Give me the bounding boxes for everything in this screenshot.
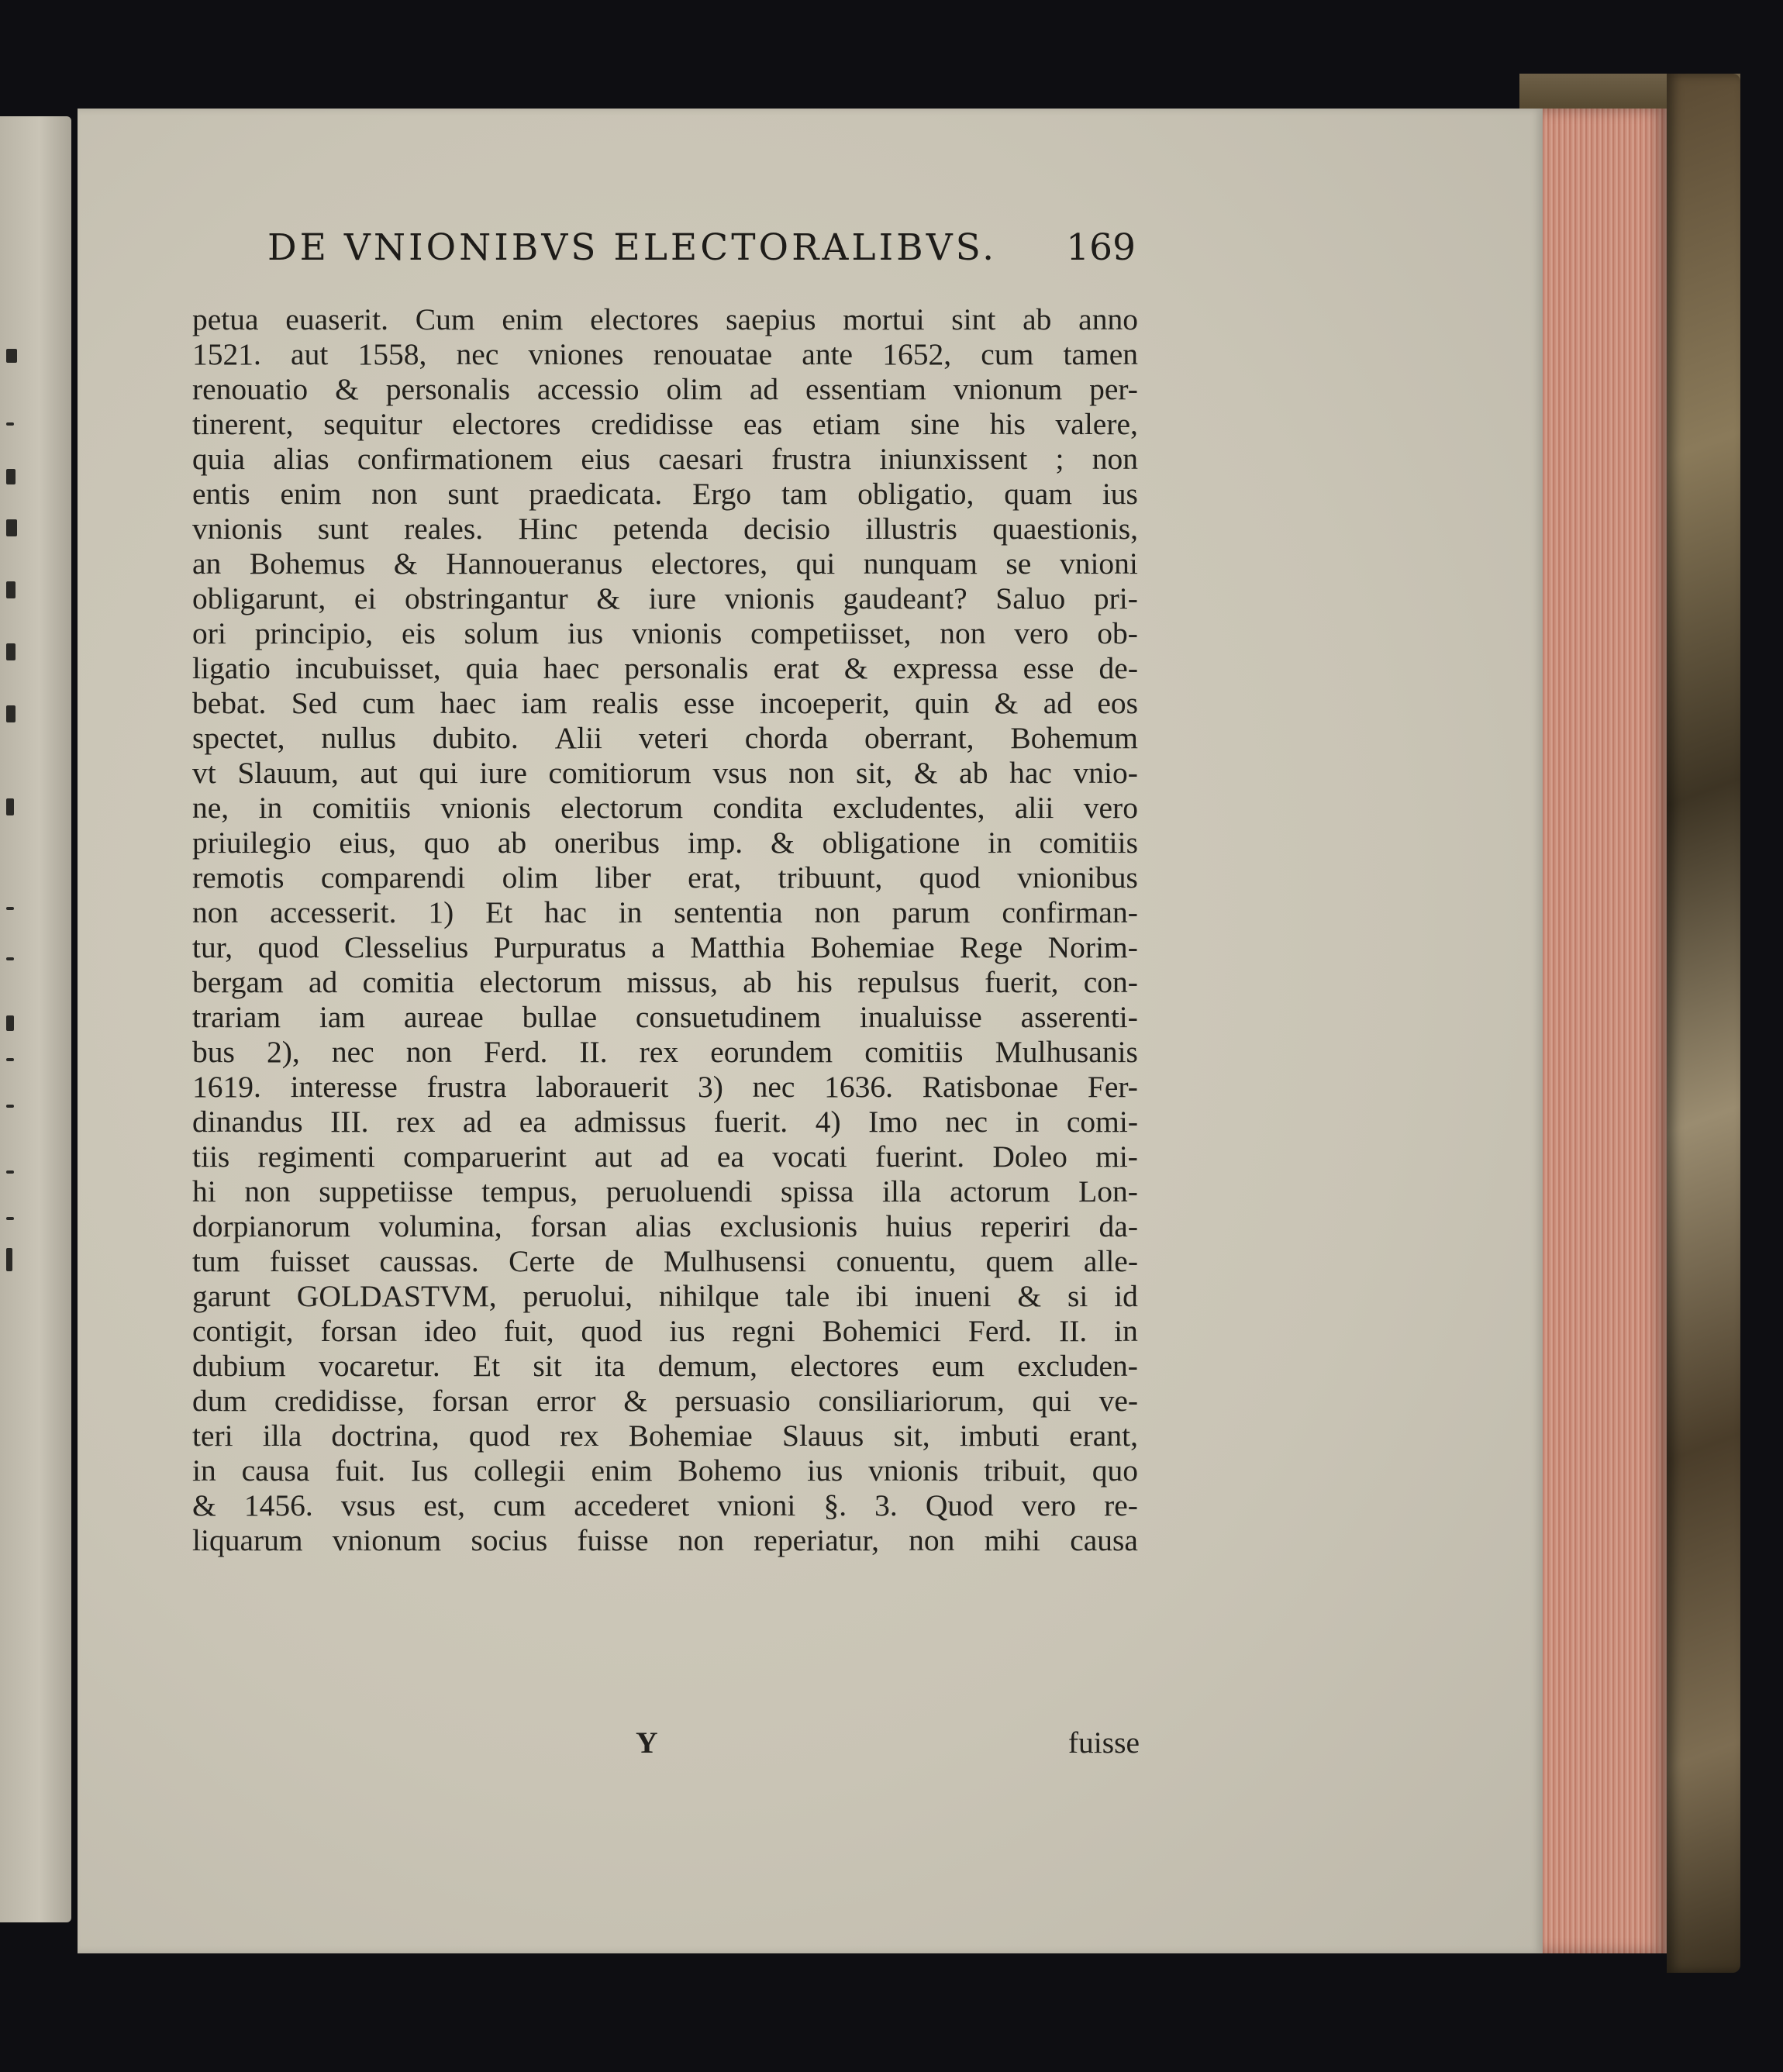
left-page-mark (6, 643, 16, 660)
text-line: an Bohemus & Hannoueranus electores, qui nunquam se vnioni (192, 546, 1138, 581)
page-header (267, 226, 1136, 269)
text-line: contigit, forsan ideo fuit, quod ius regni Bohemici Ferd. II. in (192, 1314, 1138, 1348)
left-page-mark (6, 1058, 14, 1061)
text-line: tinerent, sequitur electores credidisse eas etiam sine his valere, (192, 407, 1138, 441)
page-edges (1539, 109, 1667, 1953)
left-page-mark (6, 1248, 12, 1271)
text-line: spectet, nullus dubito. Alii veteri chorda oberrant, Bohemum (192, 721, 1138, 755)
text-line: tum fuisset caussas. Certe de Mulhusensi conuentu, quem alle- (192, 1244, 1138, 1278)
text-line: trariam iam aureae bullae consuetudinem inualuisse asserenti- (192, 1000, 1138, 1034)
text-line: priuilegio eius, quo ab oneribus imp. & obligatione in comitiis (192, 826, 1138, 860)
text-line: bebat. Sed cum haec iam realis esse incoeperit, quin & ad eos (192, 686, 1138, 720)
text-line: renouatio & personalis accessio olim ad essentiam vnionum per- (192, 372, 1138, 406)
text-line: 1521. aut 1558, nec vniones renouatae ante 1652, cum tamen (192, 337, 1138, 371)
text-line: remotis comparendi olim liber erat, tribuunt, quod vnionibus (192, 860, 1138, 895)
left-page-mark (6, 1105, 14, 1108)
left-page-mark (6, 1170, 14, 1174)
text-line: & 1456. vsus est, cum accederet vnioni §. 3. Quod vero re- (192, 1488, 1138, 1522)
text-line: petua euaserit. Cum enim electores saepius mortui sint ab anno (192, 302, 1138, 336)
text-line: quia alias confirmationem eius caesari frustra iniunxissent ; non (192, 442, 1138, 476)
text-line: teri illa doctrina, quod rex Bohemiae Slauus sit, imbuti erant, (192, 1419, 1138, 1453)
text-line: bergam ad comitia electorum missus, ab his repulsus fuerit, con- (192, 965, 1138, 999)
page-number: 169 (1066, 226, 1136, 269)
text-line: dum credidisse, forsan error & persuasio consiliariorum, qui ve- (192, 1384, 1138, 1418)
text-line: entis enim non sunt praedicata. Ergo tam obligatio, quam ius (192, 477, 1138, 511)
left-page-mark (6, 1217, 14, 1220)
text-line: 1619. interesse frustra laborauerit 3) nec 1636. Ratisbonae Fer- (192, 1070, 1138, 1104)
text-line: liquarum vnionum socius fuisse non reperiatur, non mihi causa (192, 1523, 1138, 1557)
text-line: tiis regimenti comparuerint aut ad ea vocati fuerint. Doleo mi- (192, 1139, 1138, 1174)
left-page-mark (6, 581, 16, 598)
text-line: hi non suppetiisse tempus, peruoluendi spissa illa actorum Lon- (192, 1174, 1138, 1208)
left-page-mark (6, 1015, 14, 1031)
body-text (192, 302, 1138, 1558)
text-line: non accesserit. 1) Et hac in sententia non parum confirman- (192, 895, 1138, 929)
text-line: vnionis sunt reales. Hinc petenda decisio illustris quaestionis, (192, 512, 1138, 546)
text-line: dorpianorum volumina, forsan alias exclusionis huius reperiri da- (192, 1209, 1138, 1243)
left-page-mark (6, 349, 17, 363)
running-title: DE VNIONIBVS ELECTORALIBVS. (267, 226, 998, 269)
left-page-mark (6, 705, 16, 722)
left-page-mark (6, 907, 14, 910)
text-line: ori principio, eis solum ius vnionis competiisset, non vero ob- (192, 616, 1138, 650)
text-line: ligatio incubuisset, quia haec personalis erat & expressa esse de- (192, 651, 1138, 685)
left-page-mark (6, 519, 17, 536)
text-line: garunt GOLDASTVM, peruolui, nihilque tale ibi inueni & si id (192, 1279, 1138, 1313)
left-page-mark (6, 957, 14, 960)
text-line: obligarunt, ei obstringantur & iure vnionis gaudeant? Saluo pri- (192, 581, 1138, 615)
left-facing-page (0, 116, 71, 1922)
left-page-mark (6, 422, 14, 426)
marbled-cover (1667, 74, 1740, 1973)
text-line: bus 2), nec non Ferd. II. rex eorundem comitiis Mulhusanis (192, 1035, 1138, 1069)
text-line: dinandus III. rex ad ea admissus fuerit. 4) Imo nec in comi- (192, 1105, 1138, 1139)
page-footer (636, 1725, 1140, 1760)
text-line: dubium vocaretur. Et sit ita demum, electores eum excluden- (192, 1349, 1138, 1383)
signature-mark: Y (636, 1726, 658, 1760)
text-line: in causa fuit. Ius collegii enim Bohemo ius vnionis tribuit, quo (192, 1453, 1138, 1488)
text-line: ne, in comitiis vnionis electorum condita excludentes, alii vero (192, 791, 1138, 825)
text-line: vt Slauum, aut qui iure comitiorum vsus non sit, & ab hac vnio- (192, 756, 1138, 790)
catchword: fuisse (1067, 1726, 1140, 1760)
left-page-mark (6, 798, 14, 815)
text-line: tur, quod Clesselius Purpuratus a Matthia Bohemiae Rege Norim- (192, 930, 1138, 964)
left-page-mark (6, 469, 16, 484)
